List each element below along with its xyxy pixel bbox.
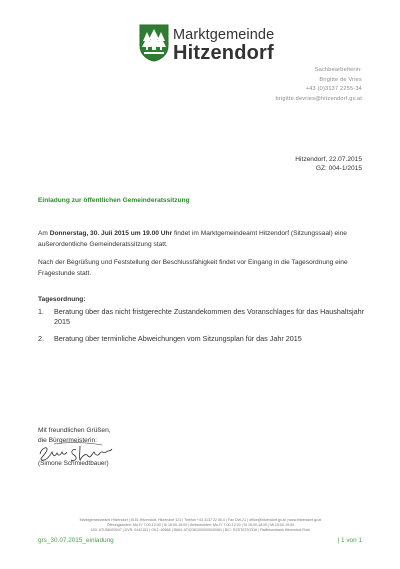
office-footer bbox=[38, 518, 363, 534]
agenda-heading: Tagesordnung: bbox=[38, 296, 86, 303]
paragraph-meeting-time bbox=[38, 229, 363, 250]
closing-greeting: Mit freundlichen Grüßen, bbox=[38, 427, 111, 434]
p1-suffix: findet im Marktgemeindeamt Hitzendorf (Sitzungssaal) eine außerordentliche Gemeinderatssitzung statt. bbox=[38, 230, 347, 248]
agenda-item-text: Beratung über das nicht fristgerechte Zustandekommen des Voranschlages für das Haushaltsjahr 2015 bbox=[54, 307, 365, 327]
place-date: Hitzendorf, 22.07.2015 bbox=[295, 156, 362, 163]
logo-text-line1: Marktgemeinde bbox=[173, 27, 275, 43]
sender-name: Brigitte de Vries bbox=[319, 76, 362, 83]
tree-crest-icon bbox=[139, 24, 169, 62]
agenda-item bbox=[38, 334, 368, 344]
paragraph-question-hour: Nach der Begrüßung und Feststellung der Beschlussfähigkeit findet vor Eingang in die Tagesordnung eine Fragestunde statt. bbox=[38, 259, 348, 277]
sender-email[interactable]: brigitte.devries@hitzendorf.gv.at bbox=[275, 95, 362, 102]
sender-info bbox=[276, 66, 363, 104]
file-name: grs_30.07.2015_einladung bbox=[38, 537, 114, 544]
footer-line: UID: ATU58420047 | DVR: 0442151 | GKZ: 60668 | IBAN: AT42381000000040061 | BIC: RZSTAT2G316 | Raiffeisenbank Hitzendorf-Rohr bbox=[90, 528, 311, 533]
footer-line: Marktgemeindeamt Hitzendorf | 8151 Hitzendorf, Hitzendorf 121 | Telefon +43 3137 22 55-0 | Fax DW-21 | office@hitzendorf.gv.at | www.hitzendorf.gv.at bbox=[79, 518, 322, 522]
agenda-item-number: 1. bbox=[38, 307, 44, 316]
p1-prefix: Am bbox=[38, 230, 50, 237]
agenda-item-number: 2. bbox=[38, 334, 44, 344]
agenda-item bbox=[38, 307, 368, 327]
logo-text-line2: Hitzendorf bbox=[173, 42, 274, 64]
sender-phone: +43 (0)3137 2255-34 bbox=[305, 86, 362, 92]
signer-name: (Simone Schmiedtbauer) bbox=[38, 460, 109, 467]
date-block bbox=[295, 155, 362, 173]
agenda-item-text: Beratung über terminliche Abweichungen vom Sitzungsplan für das Jahr 2015 bbox=[54, 334, 302, 344]
agenda-list bbox=[38, 307, 368, 352]
meeting-datetime: Donnerstag, 30. Juli 2015 um 19.00 Uhr bbox=[49, 230, 173, 237]
reference-number: GZ: 004-1/2015 bbox=[315, 165, 362, 172]
footer-line: Öffnungszeiten: Mo-Fr 7:00-12:00 | Di 16:00-18:00 | Amtsstunden: Mo-Fr 7:00-12:00 | Di 16:00-18:00 | Mi 15:00-19:00 bbox=[106, 523, 295, 528]
page-number: | 1 von 1 bbox=[337, 537, 362, 544]
sender-label: Sachbearbeiterin: bbox=[314, 67, 362, 73]
municipality-logo bbox=[139, 24, 279, 64]
closing-role: die Bürgermeisterin: bbox=[38, 437, 98, 444]
document-title: Einladung zur öffentlichen Gemeinderatssitzung bbox=[38, 197, 190, 204]
